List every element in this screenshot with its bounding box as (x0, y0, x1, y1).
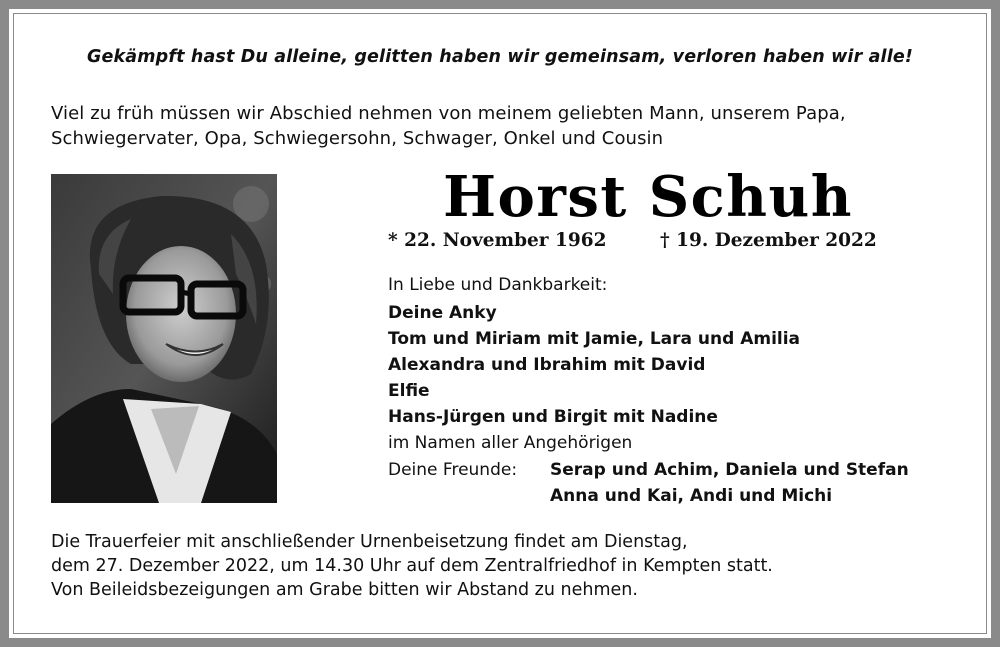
mourner-line: Alexandra und Ibrahim mit David (388, 355, 706, 375)
intro-text (51, 101, 846, 151)
mourners-intro: In Liebe und Dankbarkeit: (388, 275, 608, 295)
service-line-2: dem 27. Dezember 2022, um 14.30 Uhr auf dem Zentralfriedhof in Kempten statt. (51, 556, 773, 576)
service-line-3: Von Beileidsbezeigungen am Grabe bitten wir Abstand zu nehmen. (51, 580, 638, 600)
friends-line: Anna und Kai, Andi und Michi (550, 486, 833, 506)
birth-date: * 22. November 1962 (388, 230, 607, 251)
deceased-name: Horst Schuh (443, 164, 853, 230)
service-line-1: Die Trauerfeier mit anschließender Urnenbeisetzung findet am Dienstag, (51, 532, 688, 552)
intro-line-2: Schwiegervater, Opa, Schwiegersohn, Schwager, Onkel und Cousin (51, 128, 664, 149)
mourner-line: Tom und Miriam mit Jamie, Lara und Amilia (388, 329, 801, 349)
motto: Gekämpft hast Du alleine, gelitten haben wir gemeinsam, verloren haben wir alle! (86, 47, 913, 67)
portrait-photo (51, 174, 277, 503)
intro-line-1: Viel zu früh müssen wir Abschied nehmen von meinem geliebten Mann, unserem Papa, (51, 103, 846, 124)
mourner-line: Deine Anky (388, 303, 497, 323)
mourner-line: Elfie (388, 381, 430, 401)
friends-label: Deine Freunde: (388, 460, 518, 480)
mourner-line: Hans-Jürgen und Birgit mit Nadine (388, 407, 718, 427)
death-date: † 19. Dezember 2022 (660, 230, 877, 251)
relatives-line: im Namen aller Angehörigen (388, 433, 633, 453)
service-notice (51, 530, 773, 602)
life-dates (388, 230, 877, 251)
friends-line: Serap und Achim, Daniela und Stefan (550, 460, 909, 480)
